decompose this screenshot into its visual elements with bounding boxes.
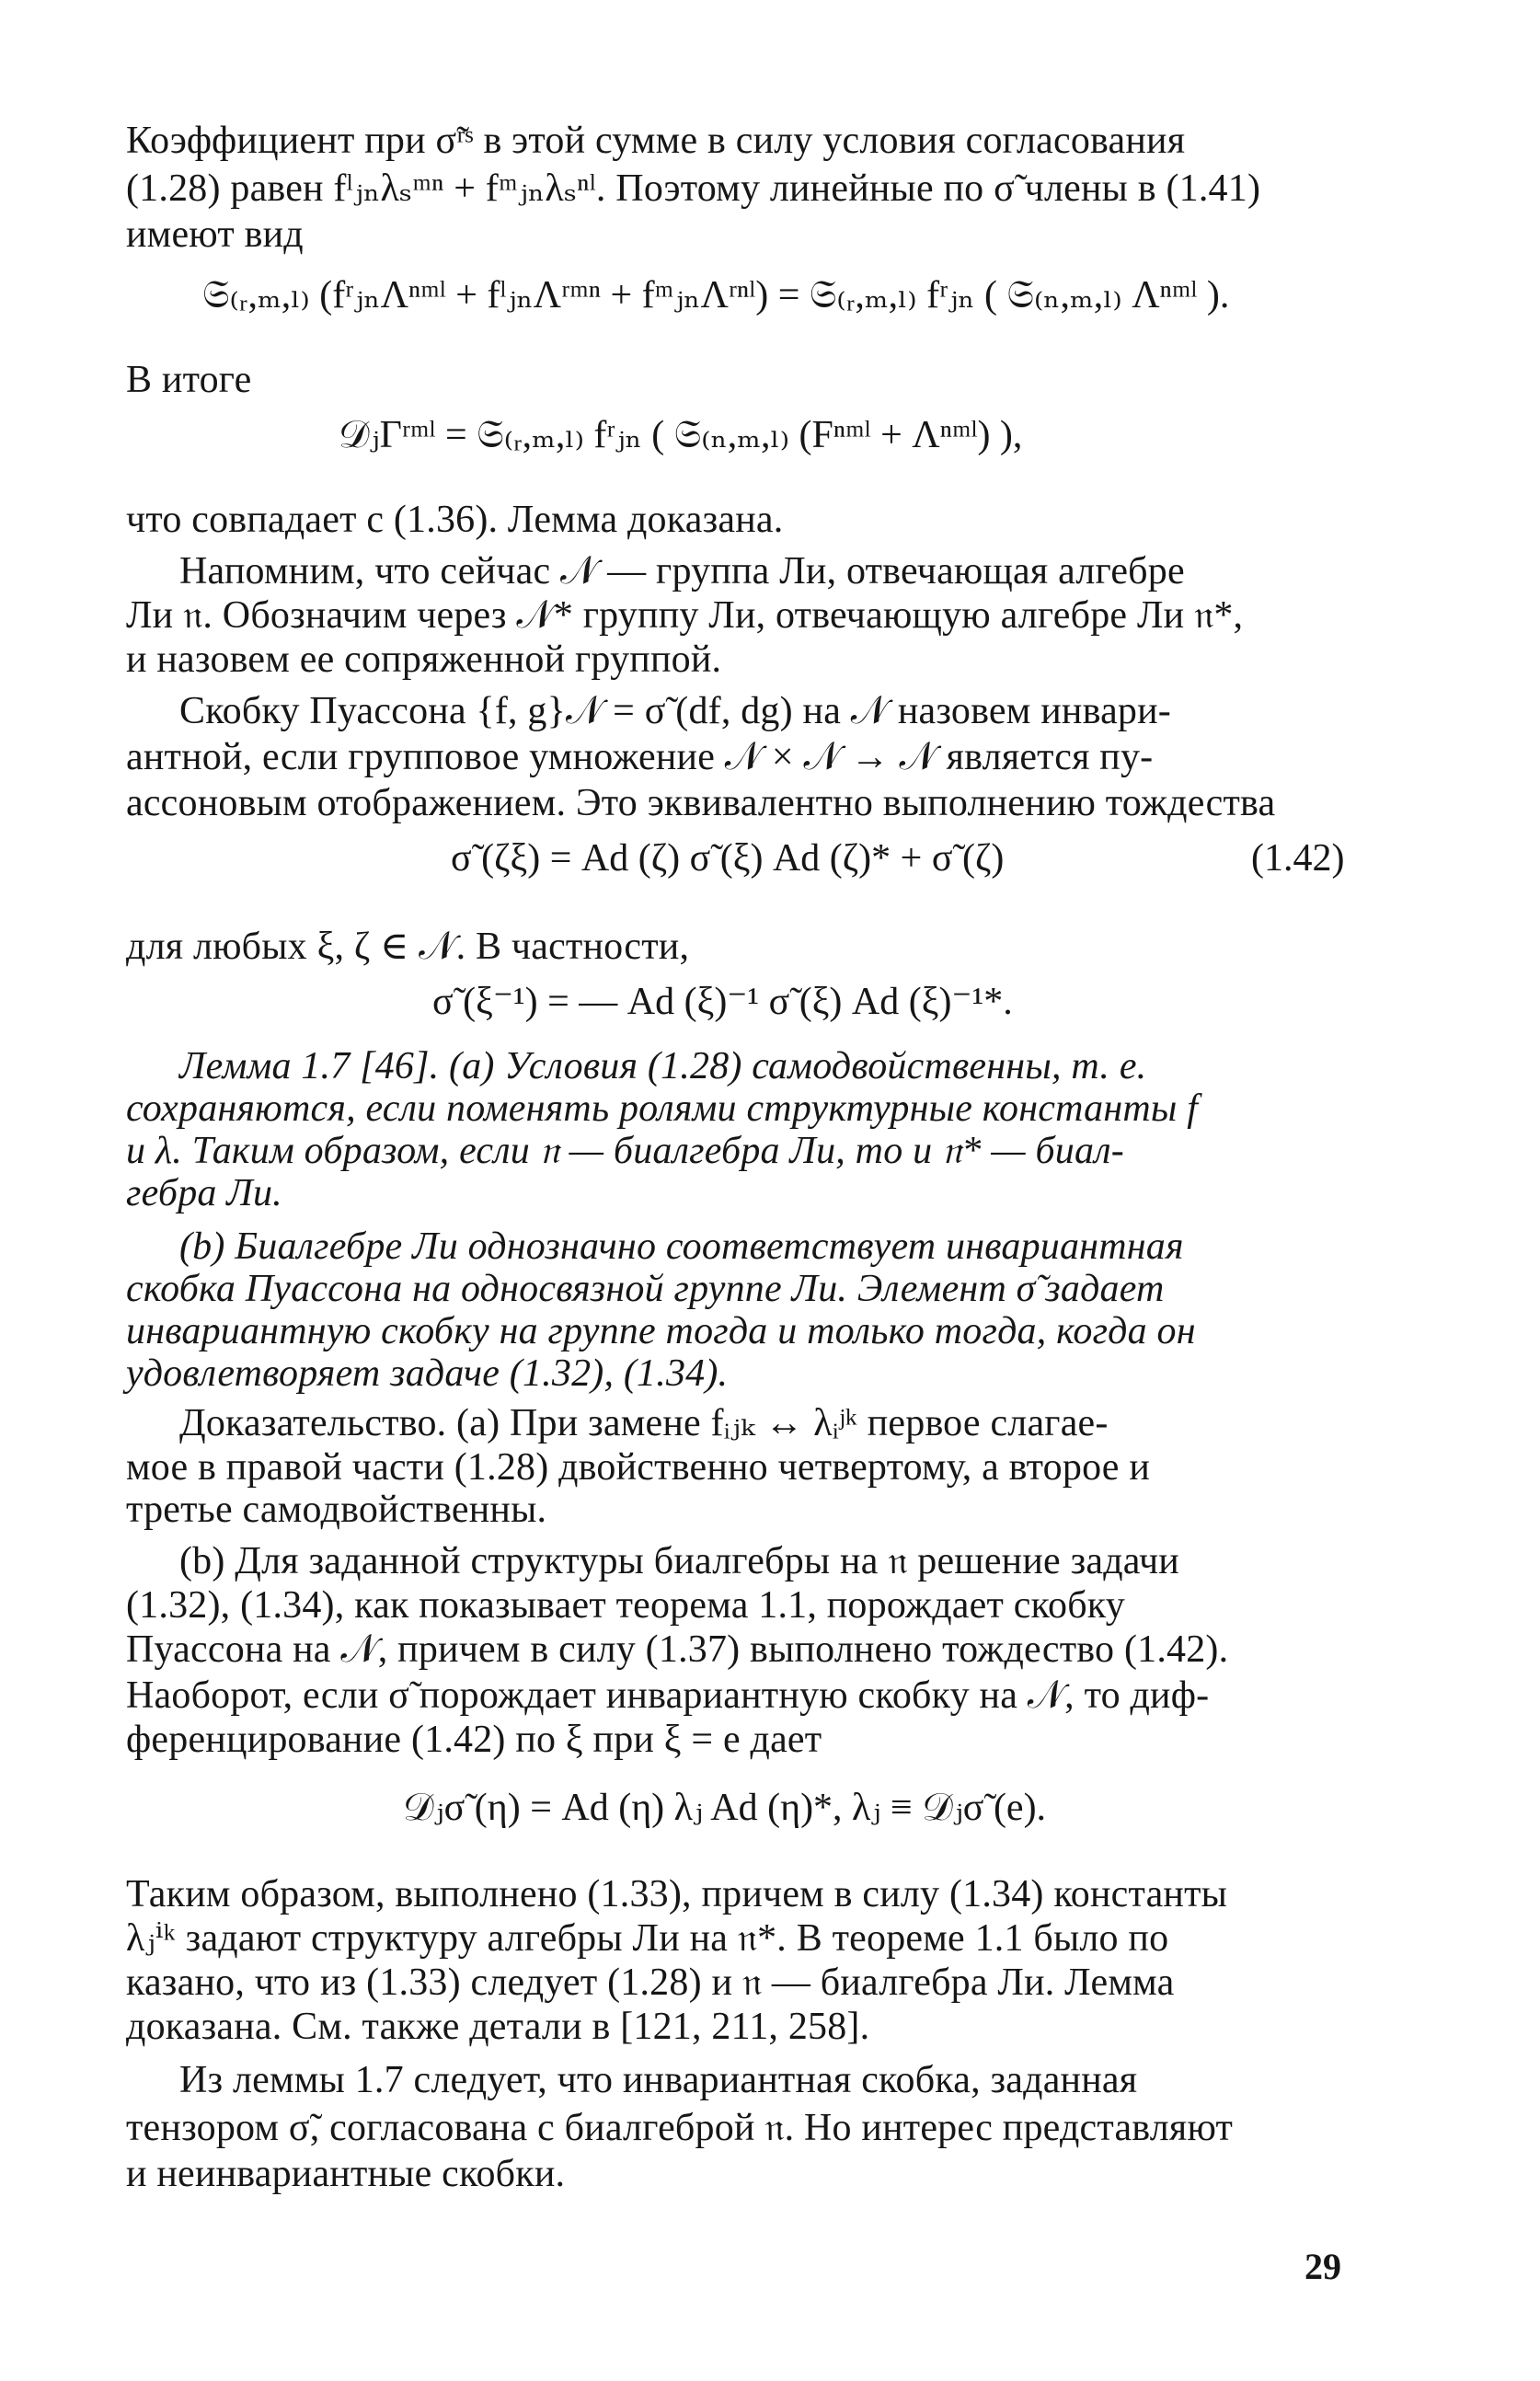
text-line: (b) Для заданной структуры биалгебры на 𝔫 решение задачи [179,1540,1179,1582]
text-line: скобка Пуассона на односвязной группе Ли. Элемент σ̃ задает [126,1268,1165,1310]
equation: σ̃ (ξ⁻¹) = — Ad (ξ)⁻¹ σ̃ (ξ) Ad (ξ)⁻¹*. [432,981,1013,1023]
text-line: третье самодвойственны. [126,1489,547,1531]
text-line: для любых ξ, ζ ∈ 𝒩. В частности, [126,926,690,968]
text-line: и неинвариантные скобки. [126,2153,566,2195]
equation-number: (1.42) [1251,837,1345,880]
text-line: Коэффициент при σ̃ʳˢ в этой сумме в силу условия согласования [126,120,1186,162]
equation: σ̃ (ζξ) = Ad (ζ) σ̃ (ξ) Ad (ζ)* + σ̃ (ζ) [451,837,1005,880]
text-line: (1.28) равен fˡⱼₙλₛᵐⁿ + fᵐⱼₙλₛⁿˡ. Поэтому линейные по σ̃ члены в (1.41) [126,167,1261,210]
text-line: (1.32), (1.34), как показывает теорема 1.1, порождает скобку [126,1584,1125,1627]
text-line: В итоге [126,359,252,401]
text-line: тензором σ̃, согласована с биалгеброй 𝔫. Но интерес представляют [126,2107,1234,2149]
text-line: мое в правой части (1.28) двойственно четвертому, а второе и [126,1446,1151,1489]
text-line: ассоновым отображением. Это эквивалентно выполнению тождества [126,782,1276,824]
text-line: Пуассона на 𝒩, причем в силу (1.37) выполнено тождество (1.42). [126,1628,1229,1671]
text-line: Доказательство. (a) При замене fᵢⱼₖ ↔ λᵢʲᵏ первое слагае- [179,1402,1109,1444]
text-line: имеют вид [126,213,304,256]
text-line: Из леммы 1.7 следует, что инвариантная скобка, заданная [179,2059,1138,2101]
page-number: 29 [1304,2246,1341,2287]
text-line: что совпадает с (1.36). Лемма доказана. [126,499,784,541]
equation: 𝒟ⱼΓʳᵐˡ = 𝔖₍ᵣ,ₘ,ₗ₎ fʳⱼₙ ( 𝔖₍ₙ,ₘ,ₗ₎ (Fⁿᵐˡ + Λⁿᵐˡ) ), [339,414,1023,456]
equation: 𝒟ⱼσ̃ (η) = Ad (η) λⱼ Ad (η)*, λⱼ ≡ 𝒟ⱼσ̃ (e). [403,1787,1047,1829]
equation: 𝔖₍ᵣ,ₘ,ₗ₎ (fʳⱼₙΛⁿᵐˡ + fˡⱼₙΛʳᵐⁿ + fᵐⱼₙΛʳⁿˡ) = 𝔖₍ᵣ,ₘ,ₗ₎ fʳⱼₙ ( 𝔖₍ₙ,ₘ,ₗ₎ Λⁿᵐˡ ). [202,274,1230,316]
text-line: удовлетворяет задаче (1.32), (1.34). [126,1352,729,1395]
text-line: Напомним, что сейчас 𝒩 — группа Ли, отвечающая алгебре [179,550,1185,592]
text-line: гебра Ли. [126,1172,282,1214]
text-line: и назовем ее сопряженной группой. [126,638,722,681]
text-line: Ли 𝔫. Обозначим через 𝒩* группу Ли, отвечающую алгебре Ли 𝔫*, [126,594,1244,637]
text-line: ференцирование (1.42) по ξ при ξ = e дает [126,1719,822,1761]
text-line: казано, что из (1.33) следует (1.28) и 𝔫 — биалгебра Ли. Лемма [126,1961,1175,2004]
text-line: (b) Биалгебре Ли однозначно соответствует инвариантная [179,1225,1184,1268]
text-line: сохраняются, если поменять ролями структурные константы f [126,1087,1199,1130]
text-line: Наоборот, если σ̃ порождает инвариантную скобку на 𝒩, то диф- [126,1674,1210,1717]
text-line: и λ. Таким образом, если 𝔫 — биалгебра Ли, то и 𝔫* — биал- [126,1130,1124,1172]
text-line: Лемма 1.7 [46]. (a) Условия (1.28) самодвойственны, т. е. [179,1045,1147,1087]
text-line: антной, если групповое умножение 𝒩 × 𝒩 → 𝒩 является пу- [126,736,1154,778]
text-line: λⱼⁱᵏ задают структуру алгебры Ли на 𝔫*. В теореме 1.1 было по [126,1917,1169,1960]
text-line: инвариантную скобку на группе тогда и только тогда, когда он [126,1310,1196,1352]
text-line: Скобку Пуассона {f, g}𝒩 = σ̃ (df, dg) на 𝒩 назовем инвари- [179,690,1171,732]
text-line: Таким образом, выполнено (1.33), причем в силу (1.34) константы [126,1873,1228,1915]
text-line: доказана. См. также детали в [121, 211, 258]. [126,2006,870,2048]
